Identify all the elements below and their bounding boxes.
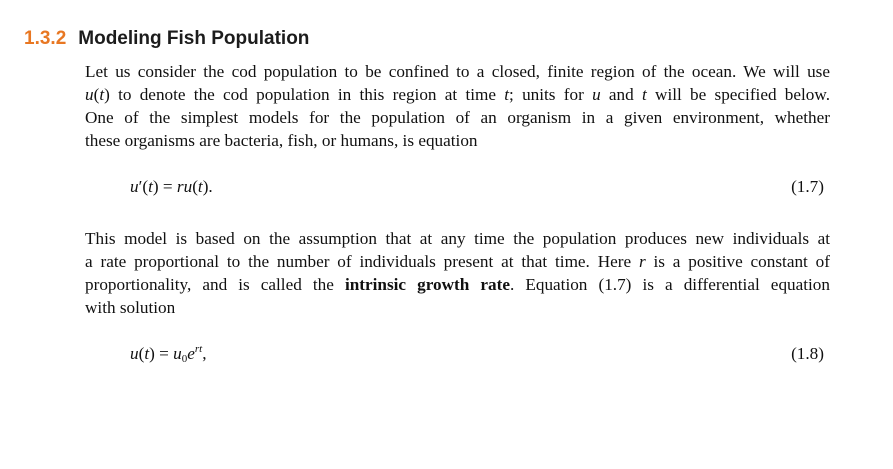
equation-1-8 [85, 344, 824, 368]
section-title: Modeling Fish Population [78, 28, 310, 49]
paragraph-2 [85, 227, 830, 319]
paragraph-1-line-2: u(t) to denote the cod population in this region at time t; units for u and t will be specified below. [85, 85, 830, 104]
equation-1-7-expression: u′(t) = ru(t). [130, 177, 213, 196]
paragraph-2-line-4: with solution [85, 298, 176, 317]
paragraph-2-line-2: a rate proportional to the number of individuals present at that time. Here r is a positive constant of [85, 252, 830, 271]
paragraph-2-line-3-pre: proportionality, and is called the [85, 275, 334, 294]
paragraph-2-line-3-post: . Equation (1.7) is a differential equation [509, 275, 830, 294]
section-number: 1.3.2 [24, 28, 67, 49]
equation-1-8-expression: $u(t) = u_0e^{rt}$, [130, 343, 207, 365]
equation-1-8-tag: (1.8) [791, 344, 824, 363]
equation-1-7-tag: (1.7) [791, 177, 824, 196]
paragraph-1-line-4: these organisms are bacteria, fish, or humans, is equation [85, 131, 478, 150]
paragraph-1-line-1: Let us consider the cod population to be confined to a closed, finite region of the ocean. We will use [85, 62, 830, 81]
intrinsic-growth-rate-term: intrinsic growth rate [344, 275, 510, 294]
paragraph-1 [85, 60, 830, 152]
paragraph-2-line-1: This model is based on the assumption that at any time the population produces new individuals at [85, 229, 830, 248]
paragraph-2-line-3 [85, 273, 830, 296]
paragraph-1-line-3: One of the simplest models for the population of an organism in a given environment, whether [85, 108, 830, 127]
equation-1-7 [85, 177, 824, 201]
section-heading [24, 28, 309, 50]
